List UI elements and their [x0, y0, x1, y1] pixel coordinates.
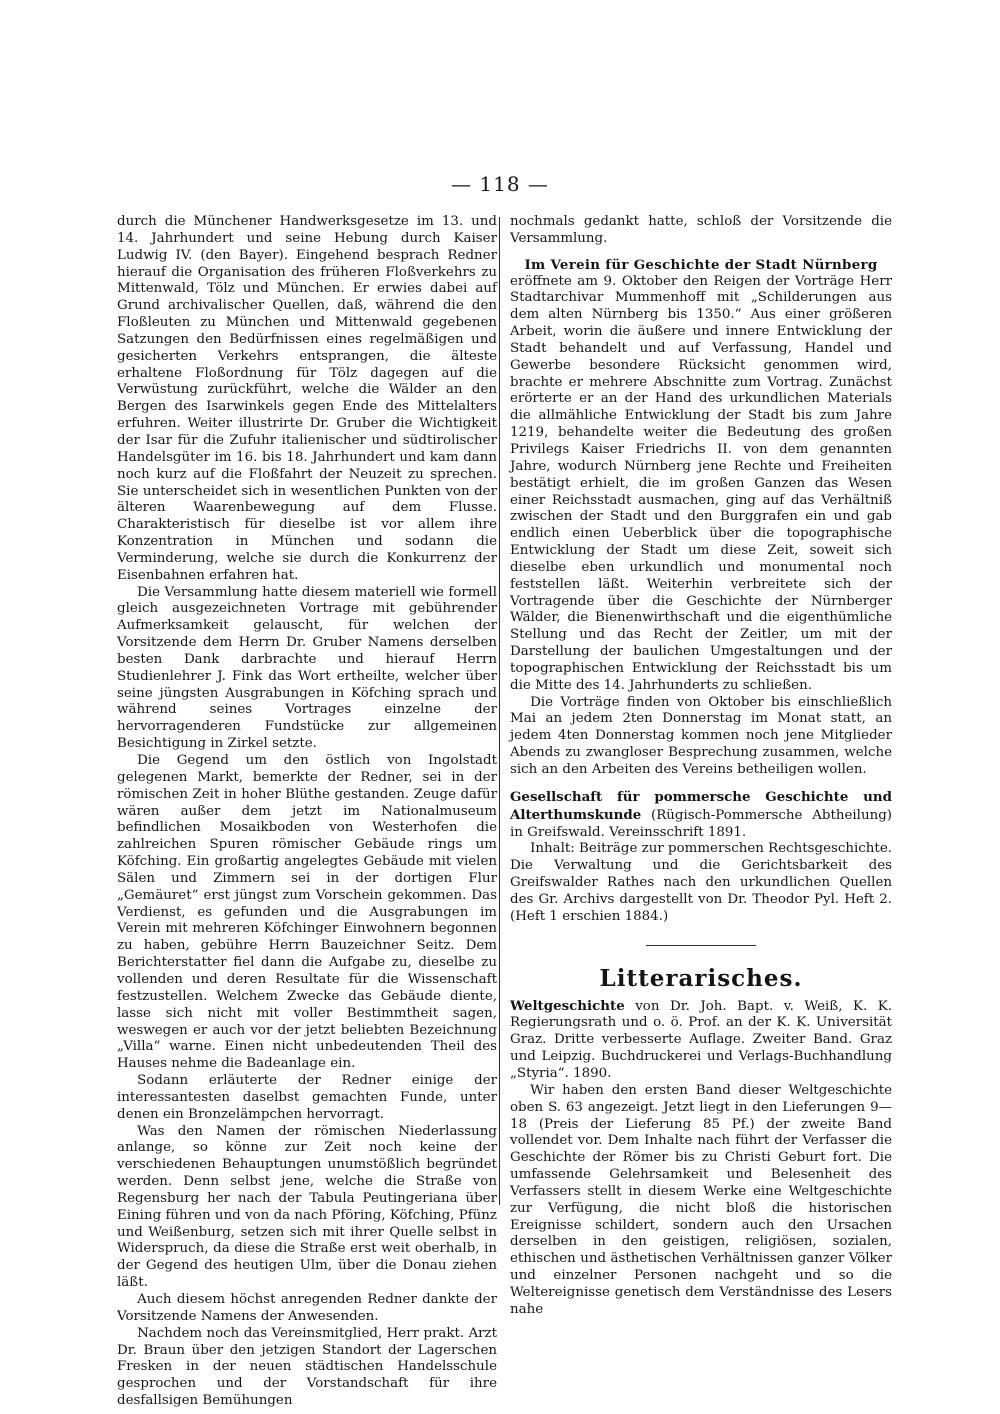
section-heading-pommern	[510, 789, 892, 842]
paragraph: Die Gegend um den östlich von Ingolstadt gelegenen Markt, bemerkte der Redner, sei in der römischen Zeit in hoher Blüthe gestanden. Zeuge dafür wären außer dem jetzt im Nationalmuseum befindlichen Mosaikboden von Westerhofen die zahlreichen Spuren römischer Gebäude rings um Köfching. Ein großartig angelegtes Gebäude mit vielen Sälen und Zimmern sei in der dortigen Flur „Gemäuret“ erst jüngst zum Vorschein gekommen. Das Verdienst, es gefunden und die Ausgrabungen im Verein mit mehreren Köfchinger Einwohnern begonnen zu haben, gebühre Herrn Bauzeichner Seitz. Dem Berichterstatter fiel dann die Aufgabe zu, dieselbe zu vollenden und deren Resultate für die Wissenschaft festzustellen. Welchem Zwecke das Gebäude diente, lasse sich nicht mit voller Bestimmtheit sagen, weswegen er auch vor der jetzt beliebten Bezeichnung „Villa“ warne. Einen nicht unbedeutenden Theil des Hauses nehme die Badeanlage ein.	[117, 753, 497, 1072]
right-column	[510, 214, 892, 1319]
book-entry	[510, 998, 892, 1083]
paragraph: Die Versammlung hatte diesem materiell wie formell gleich ausgezeichneten Vortrage mit gebührender Aufmerksamkeit gelauscht, für welchen der Vorsitzende dem Herrn Dr. Gruber Namens derselben besten Dank darbrachte und hierauf Herrn Studienlehrer J. Fink das Wort ertheilte, welcher über seine jüngsten Ausgrabungen in Köfching sprach und während seines Vortrages einzelne der hervorragenderen Fundstücke zur allgemeinen Besichtigung in Zirkel setzte.	[117, 584, 497, 752]
book-details: von Dr. Joh. Bapt. v. Weiß, K. K. Regierungsrath und o. ö. Prof. an der K. K. Universität Graz. Dritte verbesserte Auflage. Zweiter Band. Graz und Leipzig. Buchdruckerei und Verlags-Buchhandlung „Styria“. 1890.	[510, 998, 892, 1081]
paragraph: Nachdem noch das Vereinsmitglied, Herr prakt. Arzt Dr. Braun über den jetzigen Standort der Lagerschen Fresken in der neuen städtischen Handelsschule gesprochen und der Vorstandschaft für ihre desfallsigen Bemühungen	[117, 1325, 497, 1409]
section-divider	[646, 945, 756, 946]
society-details: (Rügisch-Pommersche Abtheilung) in Greifswald. Vereinsschrift 1891.	[510, 807, 892, 840]
paragraph: nochmals gedankt hatte, schloß der Vorsitzende die Versammlung.	[510, 214, 892, 246]
paragraph: Sodann erläuterte der Redner einige der interessantesten daselbst gemachten Funde, unter denen ein Bronzelämpchen hervorragt.	[117, 1073, 497, 1122]
paragraph: eröffnete am 9. Oktober den Reigen der Vorträge Herr Stadtarchivar Mummenhoff mit „Schilderungen aus dem alten Nürnberg bis 1350.“ Aus einer größeren Arbeit, worin die äußere und innere Entwicklung der Stadt behandelt und auf Verfassung, Handel und Gewerbe besondere Rücksicht genommen wird, brachte er mehrere Abschnitte zum Vortrag. Zunächst erörterte er an der Hand des urkundlichen Materials die allmähliche Entwicklung der Stadt bis zum Jahre 1219, behandelte weiter die Bedeutung des großen Privilegs Kaiser Friedrichs II. von dem genannten Jahre, wodurch Nürnberg jene Rechte und Freiheiten bestätigt erhielt, die im großen Ganzen das Wesen einer Reichsstadt ausmachen, ging auf das Verhältniß zwischen der Stadt und den Burggrafen ein und gab endlich einen Ueberblick über die topographische Entwicklung der Stadt um diese Zeit, soweit sich dieselbe eben urkundlich und monumental noch feststellen läßt. Weiterhin verbreitete sich der Vortragende über die Geschichte der Nürnberger Wälder, die Bienenwirthschaft und die eigenthümliche Stellung und das Recht der Zeitler, um mit der Darstellung der baulichen Umgestaltungen und der topographischen Entwicklung der Reichsstadt bis um die Mitte des 14. Jahrhunderts zu schließen.	[510, 273, 892, 693]
page-number: — 118 —	[451, 172, 549, 196]
paragraph: Inhalt: Beiträge zur pommerschen Rechtsgeschichte. Die Verwaltung und die Gerichtsbarkeit des Greifswalder Rathes nach den urkundlichen Quellen des Gr. Archivs dargestellt von Dr. Theodor Pyl. Heft 2. (Heft 1 erschien 1884.)	[510, 841, 892, 924]
paragraph: Die Vorträge finden von Oktober bis einschließlich Mai an jedem 2ten Donnerstag im Monat statt, an jedem 4ten Donnerstag kommen noch jene Mitglieder Abends zu zwangloser Besprechung zusammen, welche sich an den Arbeiten des Vereins betheiligen wollen.	[510, 694, 892, 777]
book-title: Weltgeschichte	[510, 997, 625, 1014]
paragraph: durch die Münchener Handwerksgesetze im 13. und 14. Jahrhundert und seine Hebung durch Kaiser Ludwig IV. (den Bayer). Eingehend besprach Redner hierauf die Organisation des früheren Floßverkehrs zu Mittenwald, Tölz und München. Er erwies dabei auf Grund archivalischer Quellen, daß, während die den Floßleuten zu München und Mittenwald gegebenen Satzungen den Bedürfnissen eines regelmäßigen und gesicherten Verkehrs entsprangen, die älteste erhaltene Floßordnung für Tölz dagegen auf die Verwüstung zurückführt, welche die Wälder an den Bergen des Isarwinkels gegen Ende des Mittelalters erfuhren. Weiter illustrirte Dr. Gruber die Wichtigkeit der Isar für die Zufuhr italienischer und südtirolischer Handelsgüter im 16. bis 18. Jahrhundert und kam dann noch kurz auf die Floßfahrt der Neuzeit zu sprechen. Sie unterscheidet sich in wesentlichen Punkten von der älteren Waarenbewegung auf dem Flusse. Charakteristisch für dieselbe ist vor allem ihre Konzentration in München und sodann die Verminderung, welche sie durch die Konkurrenz der Eisenbahnen erfahren hat.	[117, 214, 497, 583]
section-title-litterarisches: Litterarisches.	[599, 964, 803, 992]
paragraph: Was den Namen der römischen Niederlassung anlange, so könne zur Zeit noch keine der verschiedenen Behauptungen unumstößlich begründet werden. Denn selbst jene, welche die Straße von Regensburg her nach der Tabula Peutingeriana über Eining führen und von da nach Pföring, Köfching, Pfünz und Weißenburg, setzen sich mit ihrer Quelle selbst in Widerspruch, da diese die Straße erst weit oberhalb, in der Gegend des heutigen Ulm, über die Donau ziehen läßt.	[117, 1123, 497, 1291]
left-column	[117, 214, 497, 1410]
paragraph: Auch diesem höchst anregenden Redner dankte der Vorsitzende Namens der Anwesenden.	[117, 1292, 497, 1324]
paragraph: Wir haben den ersten Band dieser Weltgeschichte oben S. 63 angezeigt. Jetzt liegt in den Lieferungen 9—18 (Preis der Lieferung 85 Pf.) der zweite Band vollendet vor. Dem Inhalte nach führt der Verfasser die Geschichte der Römer bis zu Christi Geburt fort. Die umfassende Gelehrsamkeit und Belesenheit des Verfassers stellt in diesem Werke eine Weltgeschichte zur Verfügung, die nicht bloß die historischen Ereignisse schildert, sondern auch den Ursachen derselben in den geistigen, religiösen, sozialen, ethischen und ästhetischen Verhältnissen ganzer Völker und einzelner Personen nachgeht und so die Weltereignisse genetisch dem Verständnisse des Lesers nahe	[510, 1082, 892, 1317]
society-name: Gesellschaft für pommersche Geschichte und Alterthumskunde	[510, 788, 892, 823]
section-heading-nuernberg: Im Verein für Geschichte der Stadt Nürnberg	[524, 256, 878, 273]
column-divider	[499, 217, 500, 1205]
